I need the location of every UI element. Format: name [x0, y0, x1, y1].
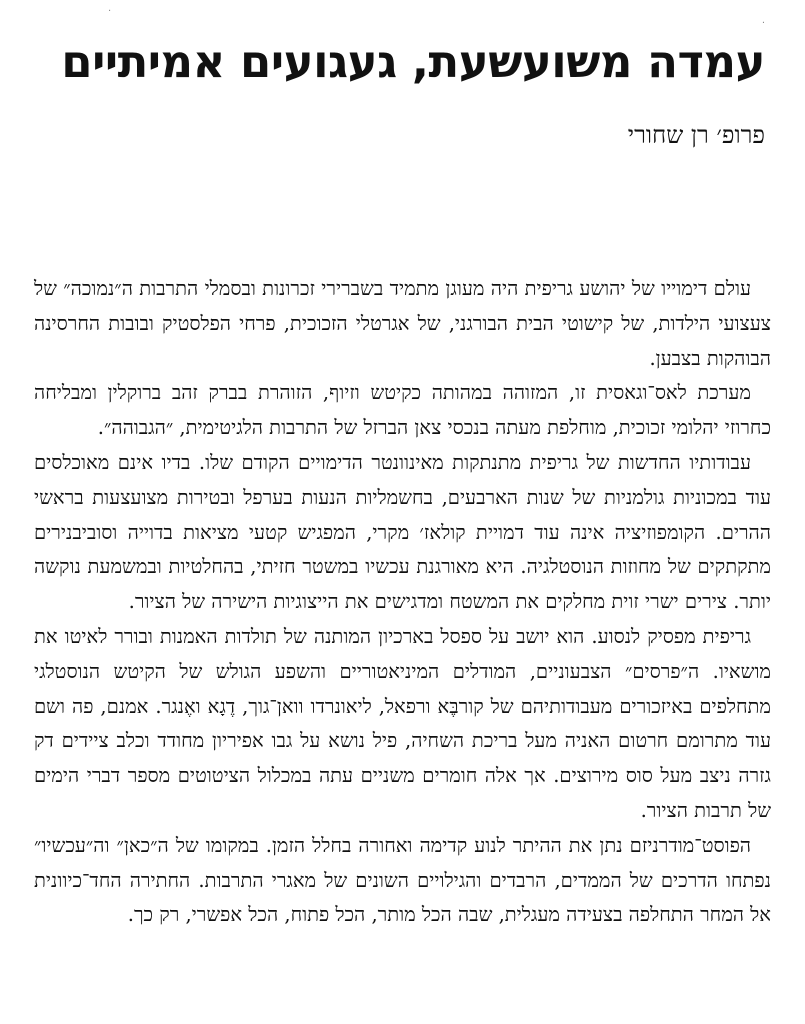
paragraph: עולם דימוייו של יהושע גריפית היה מעוגן מתמיד בשברירי זכרונות ובסמלי התרבות ה״נמוכה״ של צעצועי הילדות, של קישוטי הבית הבורגני, של אגרטלי הזכוכית, פרחי הפלסטיק ובובות החרסינה הבוהקות בצבען. [34, 277, 771, 370]
paragraph: הפוסט־מודרניזם נתן את ההיתר לנוע קדימה ואחורה בחלל הזמן. במקומו של ה״כאן״ וה״עכשיו״ נפתחו הדרכים של הממדים, הרבדים והגילויים השונים של מאגרי התרבות. החתירה החד־כיוונית אל המחר התחלפה בצעידה מעגלית, שבה הכל מותר, הכל פתוח, הכל אפשרי, רק כך. [34, 833, 771, 927]
article-body [34, 272, 771, 933]
paragraph: עבודותיו החדשות של גריפית מתנתקות מאינוונטר הדימויים הקודם שלו. בדיו אינם מאוכלסים עוד במכוניות גולמניות של שנות הארבעים, בחשמליות הנעות בערפל ובטירות מצועצעות בראשי ההרים. הקומפוזיציה אינה עוד דמויית קולאז׳ מקרי, המפגיש קטעי מציאות בדוייה וסוביבנירים מתקתקים של מחוזות הנוסטלגיה. היא מאורגנת עכשיו במשטר חזיתי, בהחלטיות ובמשמעת נוקשה יותר. צירים ישרי זוית מחלקים את המשטח ומדגישים את הייצוגיות הישירה של הציור. [34, 450, 771, 614]
paragraph: גריפית מפסיק לנסוע. הוא יושב על ספסל בארכיון המותנה של תולדות האמנות ובורר לאיטו את מושאיו. ה״פרסים״ הצבעוניים, המודלים המיניאטוריים והשפע הגולש של הקיטש הנוסטלגי מתחלפים באיזכורים מעבודותיהם של קורבֶּא ורפאל, ליאונרדו וואן־גוך, דֶגָא ואֶנגר. אמנם, פה ושם עוד מתרומם חרטום האניה מעל בריכת השחיה, פיל נושא על גבו אפיריון מחודד וכלב ציידים דק גזרה ניצב מעל סוס מירוצים. אך אלה חומרים משניים עתה במכלול הציטוטים מספר דברי הימים של תרבות הציור. [34, 624, 771, 822]
article-title: עמדה משועשעת, געגועים אמיתיים [61, 35, 765, 88]
article-author: פרופ׳ רן שחורי [627, 121, 765, 149]
scan-speck: · [761, 18, 765, 29]
paragraph: מערכת לאס־וגאסית זו, המזוהה במהותה כקיטש וזיוף, הזוהרת בברק זהב ברוקלין ומבליחה כחרוזי יהלומי זכוכית, מוחלפת מעתה בנכסי צאן הברזל של התרבות הלגיטימית, ״הגבוהה״. [34, 381, 771, 440]
scan-speck: · [108, 6, 112, 17]
